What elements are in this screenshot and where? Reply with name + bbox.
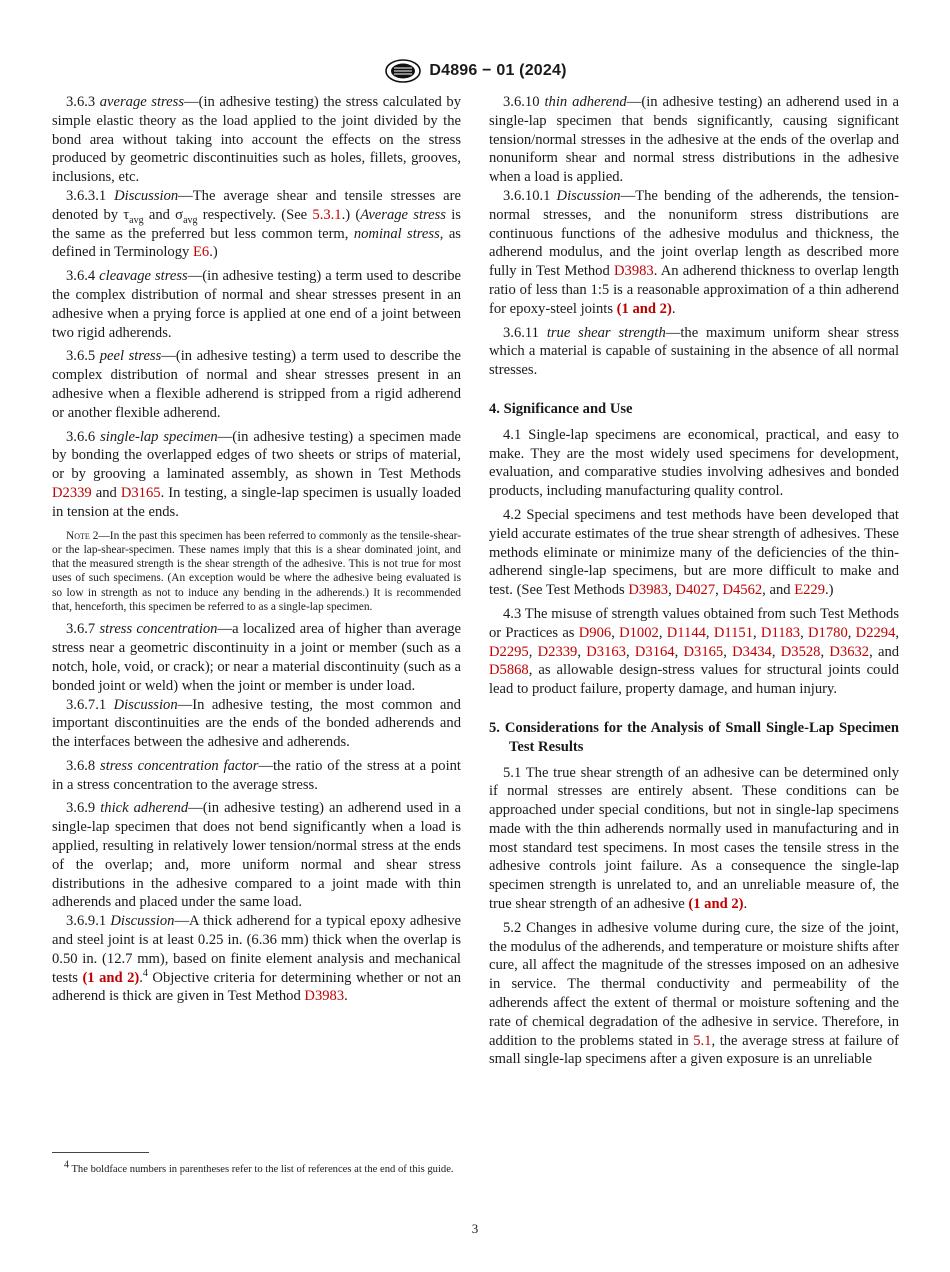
ref-link[interactable]: D1183 [760,624,801,641]
separator: , [625,643,635,660]
ref-link[interactable]: D3983 [304,988,345,1005]
separator: , [820,643,830,660]
ref-link[interactable]: 5.1 [693,1032,712,1049]
ref-link[interactable]: D3165 [683,643,724,660]
separator: , [577,643,587,660]
ref-link[interactable]: D4562 [722,582,763,599]
separator: , [658,624,667,641]
footnote: $^4$ The boldface numbers in parentheses refer to the list of references at the end of this guide. [64,1159,454,1175]
section-5-heading: 5. Considerations for the Analysis of Small Single-Lap Specimen Test Results [489,719,899,755]
section-3-6-8: 3.6.8 stress concentration factor—the ratio of the stress at a point in a stress concentration to the average stress. [52,757,461,793]
section-4-heading: 4. Significance and Use [489,400,633,417]
section-3-6-10: 3.6.10 thin adherend—(in adhesive testing) an adherend used in a single-lap specimen that bends significantly, causing significant tension/normal stresses in the adhesive at the ends of the overlap and nonuniform shear and normal stress distributions in the adhesive when a load is applied. [489,94,900,186]
astm-logo [383,59,423,83]
section-3-6-5: 3.6.5 peel stress—(in adhesive testing) a term used to describe the complex distribution of normal and shear stresses present in an adhesive when a flexible adherend is stripped from a rigid adherend or another flexible adherend. [52,348,461,421]
section-3-6-10-1: 3.6.10.1 Discussion—The bending of the adherends, the tension-normal stresses, and the nonuniform stress distributions are continuous functions of the adhesive modulus and thickness, the adherend modulus, and the joint overlap length as described more fully in Test Method D3983. An adherend thickness to overlap length ratio of less than 1:5 is a reasonable approximation of a thin adherend for epoxy-steel joints (1 and 2). [489,187,900,317]
ref-link[interactable]: D2339 [537,643,578,660]
ref-link[interactable]: 5.3.1 [312,206,342,223]
section-3-6-11: 3.6.11 true shear strength—the maximum uniform shear stress which a material is capable of sustaining in the absence of all normal stresses. [489,324,899,379]
left-column [52,93,461,1006]
section-3-6-6: 3.6.6 single-lap specimen—(in adhesive testing) a specimen made by bonding the overlapped edges of two sheets or strips of material, or by grooving a laminated assembly, as shown in Test Methods D2339 and D3165. In testing, a single-lap specimen is usually loaded in tension at the ends. [52,428,461,520]
section-4-1: 4.1 Single-lap specimens are economical, practical, and easy to make. They are the most widely used specimens for development, evaluation, and comparative studies involving adhesives and bonded products, including manufacturing quality control. [489,426,899,500]
ref-link[interactable]: D3163 [586,643,626,660]
ref-link[interactable]: D5868 [489,662,529,679]
ref-link[interactable]: (1 and 2) [688,896,744,913]
ref-link[interactable]: D2339 [52,484,92,501]
ref-link[interactable]: D3983 [613,263,654,280]
ref-link[interactable]: D906 [578,624,612,641]
section-3-6-9-1: 3.6.9.1 Discussion—A thick adherend for a typical epoxy adhesive and steel joint is at least 0.25 in. (6.36 mm) thick when the overlap is 0.50 in. (12.7 mm), based on finite element analysis and mechanical tests (1 and 2).$^4$ Objective criteria for determining whether or not an adherend is thick are given in Test Method D3983. [52,913,461,1005]
note-2: Note 2—In the past this specimen has been referred to commonly as the tensile-shear- or the lap-shear-specimen. These names imply that this is a shear dominated joint, and that the measured strength is the shear strength of the adhesive. This is not true for most uses of such specimens. (An exception would be where the adhesive being evaluated is so low in strength as not to induce any bending in the adherends.) It is recommended that, henceforth, this specimen be referred to as a single-lap specimen. [52,529,461,614]
ref-link[interactable]: E229 [794,582,826,599]
section-3-6-3-1: 3.6.3.1 Discussion—The average shear and tensile stresses are denoted by $\tau_{avg}$ and $\sigma_{avg}$ respectively. (See 5.3.1.) (Average stress is the same as the preferred but less common term, nominal stress, as defined in Terminology E6.) [52,187,461,261]
ref-link[interactable]: D2295 [489,643,529,660]
separator: , [723,643,733,660]
page-number: 3 [471,1221,479,1236]
ref-link[interactable]: D4027 [675,582,716,599]
ref-link[interactable]: E6 [192,244,210,261]
section-3-6-7: 3.6.7 stress concentration—a localized area of higher than average stress near a geometric discontinuity in a joint or member (such as a notch, hole, void, or crack); or near a material discontinuity (such as a bonded joint or weld) when the joint or member is under load. [52,621,461,694]
separator: , [771,643,781,660]
page-header [0,58,950,84]
section-4-3: 4.3 The misuse of strength values obtained from such Test Methods or Practices as D906, D1002, D1144, D1151, D1183, D1780, D2294, D2295, D2339, D3163, D3164, D3165, D3434, D3528, D3632, and D5868, as allowable design-stress values for structural joints could lead to product failure, property damage, and human injury. [489,605,900,698]
ref-link[interactable]: D3632 [829,643,870,660]
section-5-2: 5.2 Changes in adhesive volume during cure, the size of the joint, the modulus of the adherends, and temperature or moisture shifts after cure, all affect the magnitude of the stresses imposed on an adhesive in service. The thermal conductivity and permeability of the adherends affect the extent of thermal or moisture softening and the rate of chemical degradation of the adhesive in service. Therefore, in addition to the problems stated in 5.1, the average stress at failure of small single-lap specimens after a given exposure is an unreliable [489,919,900,1068]
section-3-6-3: 3.6.3 average stress—(in adhesive testing) the stress calculated by simple elastic theory as the load applied to the joint divided by the bond area without taking into account the effects on the stress produced by geometric discontinuities such as holes, fillets, grooves, inclusions, etc. [52,94,462,186]
separator: , [800,624,809,641]
ref-link[interactable]: D3983 [628,582,669,599]
section-5-1: 5.1 The true shear strength of an adhesive can be determined only if normal stresses are entirely absent. These conditions can be approached under special conditions, but not in single-lap specimens made with the thin adherends normally used in manufacturing and in most standard test specimens. In most cases the tensile stress in the adhesive controls joint failure. As a consequence the single-lap specimen strength is unrelated to, and an unreliable measure of, the true shear strength of an adhesive (1 and 2). [489,764,899,913]
document-designation: D4896 − 01 (2024) [429,62,567,79]
ref-link[interactable]: D3165 [120,484,161,501]
ref-link[interactable]: (1 and 2) [616,300,672,317]
ref-link[interactable]: D3164 [634,643,675,660]
ref-link[interactable]: D1144 [666,624,706,641]
section-3-6-4: 3.6.4 cleavage stress—(in adhesive testing) a term used to describe the complex distribution of normal and shear stresses present in an adhesive when a prying force is applied at one end of a joint between two rigid adherends. [52,268,461,341]
ref-link[interactable]: D1780 [808,624,848,641]
separator: , [847,624,856,641]
ref-link[interactable]: D3528 [780,643,821,660]
separator: , [528,643,538,660]
separator: , [611,624,620,641]
ref-link[interactable]: D1002 [619,624,659,641]
section-3-6-9: 3.6.9 thick adherend—(in adhesive testing) an adherend used in a single-lap specimen that does not bend significantly when a load is applied, resulting in relatively lower tension/normal stress at the ends of the overlap; and, more uniform normal and shear stress distributions in the adhesive compared to a joint made with thin adherends and placed under the same load. [52,800,461,911]
separator: , [753,624,761,641]
ref-link[interactable]: D3434 [732,643,772,660]
ref-link[interactable]: D1151 [713,624,754,641]
separator: , [674,643,684,660]
ref-link[interactable]: (1 and 2) [82,969,140,986]
separator: , [705,624,714,641]
right-column [489,93,899,1069]
section-4-2: 4.2 Special specimens and test methods have been developed that yield accurate estimates of the true shear strength of adhesives. These methods eliminate or minimize many of the deficiencies of the thin-adherend single-lap specimens, but are more difficult to make and test. (See Test Methods D3983, D4027, D4562, and E229.) [489,506,899,599]
separator: , [895,624,900,641]
section-3-6-7-1: 3.6.7.1 Discussion—In adhesive testing, the most common and important discontinuities are the ends of the bonded adherends and the interfaces between the adhesive and adherends. [52,696,461,751]
ref-link[interactable]: D2294 [855,624,896,641]
footnote-divider [52,1152,149,1153]
